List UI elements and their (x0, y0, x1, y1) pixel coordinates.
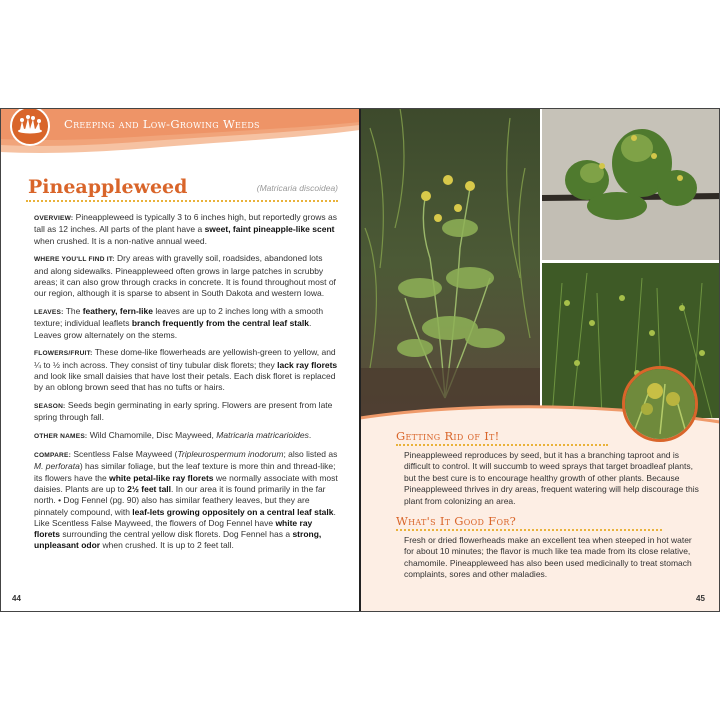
flowers-paragraph: FLOWERS/FRUIT: These dome-like flowerheads are yellowish-green to yellow, and ¼ to ½ inch across. They consist of tiny tubular disk florets; they lack ray florets and look like small daisies that have lost their petals. Each disk floret is replaced by an oblong brown seed that has no tufts or hairs. (34, 347, 338, 393)
book-spread (0, 108, 720, 612)
plant-name: Pineappleweed (28, 176, 188, 198)
page-number-left: 44 (12, 594, 21, 603)
getting-rid-text: Pineappleweed reproduces by seed, but it has a branching taproot and is difficult to control. It will succumb to weed sprays that target broadleaf plants, but the best cure is to encourage healthy growth of other plants. Because Pineappleweed thrives in dry areas, frequent watering will help discourage this plant from colonizing an area. (404, 450, 699, 506)
spread-border (0, 108, 720, 612)
other-names-paragraph: OTHER NAMES: Wild Chamomile, Disc Mayweed, Matricaria matricarioides. (34, 430, 312, 441)
scientific-name: (Matricaria discoidea) (256, 183, 338, 193)
page-number-right: 45 (696, 594, 705, 603)
season-paragraph: SEASON: Seeds begin germinating in early spring. Flowers are present from late spring through fall. (34, 400, 333, 423)
good-for-heading: What's It Good For? (396, 514, 517, 528)
section-title: Creeping and Low-Growing Weeds (64, 117, 260, 131)
compare-paragraph: COMPARE: Scentless False Mayweed (Tripleurospermum inodorum; also listed as M. perforata) has similar foliage, but the leaf texture is more thin and thread-like; its flowers have the white petal-like ray florets we normally associate with most daisies. Plants are up to 2½ feet tall. In our area it is found primarily in the far north. • Dog Fennel (pg. 90) also has similar feathery leaves, but they are pinnately compound, with leaf-lets growing oppositely on a central leaf stalk. Like Scentless False Mayweed, the flowers of Dog Fennel have white ray florets surrounding the central yellow disk florets. Dog Fennel has a strong, unpleasant odor when crushed. It is up to 2 feet tall. (34, 449, 338, 551)
leaves-paragraph: LEAVES: The feathery, fern-like leaves are up to 2 inches long with a smooth texture; individual leaflets branch frequently from the central leaf stalk. Leaves grow alternately on the stems. (34, 306, 324, 340)
overview-paragraph: OVERVIEW: Pineappleweed is typically 3 to 6 inches high, but reportedly grows as tall as 12 inches. All parts of the plant have a sweet, faint pineapple-like scent when crushed. It is a non-native annual weed. (34, 212, 337, 246)
good-for-text: Fresh or dried flowerheads make an excellent tea when steeped in hot water for about 10 minutes; the flavor is much like tea made from its close relative, chamomile. Pineappleweed has also been used medicinally to treat stomach complaints, sores and other maladies. (404, 535, 692, 580)
where-paragraph: WHERE YOU'LL FIND IT: Dry areas with gravelly soil, roadsides, abandoned lots and along sidewalks. Pineappleweed often grows in large patches in scrubby areas; it can also grow through cracks in concrete. It is found throughout most of our region, although it is sparse to absent in South Dakota and western Iowa. (34, 253, 336, 299)
getting-rid-heading: Getting Rid of It! (396, 429, 500, 443)
